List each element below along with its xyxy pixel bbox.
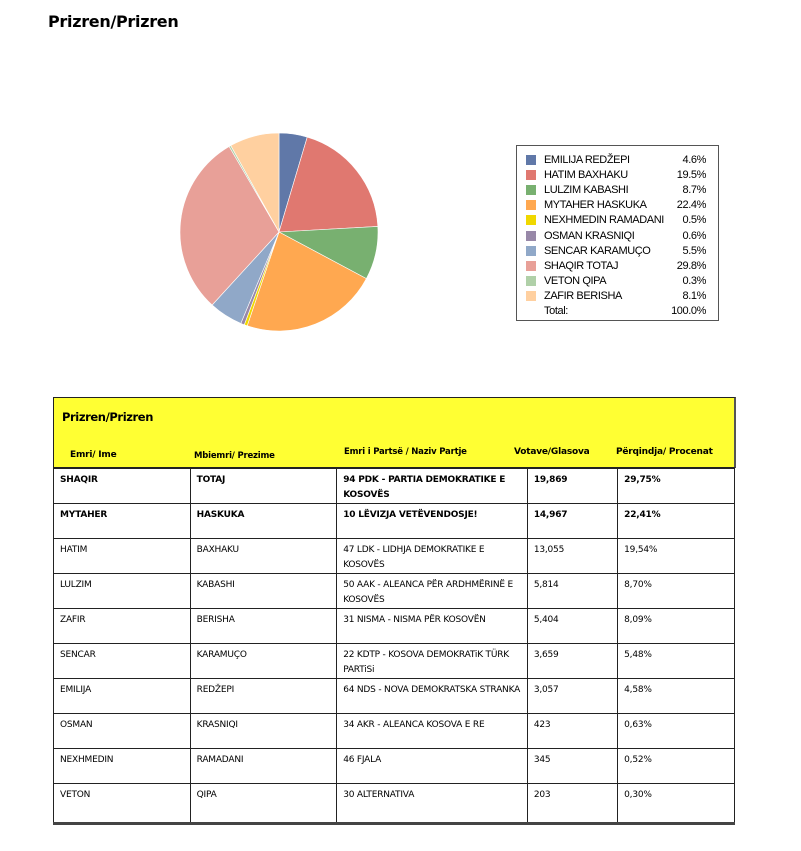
cell-party: 22 KDTP - KOSOVA DEMOKRATiK TÜRK PARTiSi	[337, 644, 528, 679]
legend-percent: 22.4%	[676, 199, 706, 212]
cell-first-name: HATIM	[54, 539, 191, 574]
page-title: Prizren/Prizren	[48, 12, 179, 31]
cell-first-name: NEXHMEDIN	[54, 749, 191, 784]
legend-label: MYTAHER HASKUKA	[544, 199, 647, 212]
cell-votes: 5,404	[527, 609, 617, 644]
legend-percent: 5.5%	[682, 244, 706, 257]
results-table	[53, 468, 735, 825]
cell-votes: 5,814	[527, 574, 617, 609]
legend-item	[526, 152, 718, 167]
cell-party: 47 LDK - LIDHJA DEMOKRATIKE E KOSOVËS	[337, 539, 528, 574]
table-row	[54, 574, 735, 609]
legend-label: ZAFIR BERISHA	[544, 290, 622, 303]
legend-swatch	[526, 200, 536, 210]
table-row	[54, 469, 735, 504]
table-row	[54, 609, 735, 644]
legend-percent: 19.5%	[676, 168, 706, 181]
table-row	[54, 644, 735, 679]
legend-label: HATIM BAXHAKU	[544, 168, 628, 181]
cell-percent: 19,54%	[618, 539, 735, 574]
table-row	[54, 714, 735, 749]
legend-percent: 0.3%	[682, 275, 706, 288]
cell-first-name: MYTAHER	[54, 504, 191, 539]
cell-percent: 0,52%	[618, 749, 735, 784]
cell-last-name: BERISHA	[190, 609, 337, 644]
legend-percent: 0.6%	[682, 229, 706, 242]
legend-percent: 4.6%	[682, 153, 706, 166]
cell-last-name: KARAMUÇO	[190, 644, 337, 679]
legend-total-label: Total:	[544, 305, 568, 318]
cell-first-name: VETON	[54, 784, 191, 824]
cell-first-name: LULZIM	[54, 574, 191, 609]
cell-votes: 14,967	[527, 504, 617, 539]
cell-percent: 8,70%	[618, 574, 735, 609]
column-header-votes: Votave/Glasova	[514, 447, 590, 457]
legend-label: SHAQIR TOTAJ	[544, 259, 619, 272]
legend-percent: 29.8%	[676, 259, 706, 272]
legend-swatch	[526, 231, 536, 241]
legend-swatch	[526, 170, 536, 180]
cell-percent: 8,09%	[618, 609, 735, 644]
cell-first-name: SHAQIR	[54, 469, 191, 504]
legend-swatch	[526, 246, 536, 256]
table-title: Prizren/Prizren	[62, 410, 153, 424]
legend-percent: 8.7%	[682, 183, 706, 196]
cell-party: 50 AAK - ALEANCA PËR ARDHMËRINË E KOSOVËS	[337, 574, 528, 609]
cell-first-name: SENCAR	[54, 644, 191, 679]
legend-swatch	[526, 185, 536, 195]
cell-party: 94 PDK - PARTIA DEMOKRATIKE E KOSOVËS	[337, 469, 528, 504]
cell-percent: 0,30%	[618, 784, 735, 824]
cell-percent: 0,63%	[618, 714, 735, 749]
cell-percent: 4,58%	[618, 679, 735, 714]
cell-party: 31 NISMA - NISMA PËR KOSOVËN	[337, 609, 528, 644]
legend-percent: 0.5%	[682, 214, 706, 227]
cell-votes: 203	[527, 784, 617, 824]
legend-item	[526, 274, 718, 289]
legend-label: VETON QIPA	[544, 275, 607, 288]
cell-votes: 3,659	[527, 644, 617, 679]
legend-swatch	[526, 155, 536, 165]
table-row	[54, 679, 735, 714]
legend-item	[526, 167, 718, 182]
column-header-last-name: Mbiemri/ Prezime	[194, 451, 275, 461]
table-row	[54, 539, 735, 574]
legend-total-percent: 100.0%	[671, 305, 706, 318]
cell-party: 34 AKR - ALEANCA KOSOVA E RE	[337, 714, 528, 749]
legend-label: OSMAN KRASNIQI	[544, 229, 635, 242]
cell-first-name: EMILIJA	[54, 679, 191, 714]
legend-item	[526, 198, 718, 213]
legend-swatch	[526, 215, 536, 225]
legend-item	[526, 258, 718, 273]
cell-last-name: HASKUKA	[190, 504, 337, 539]
cell-party: 46 FJALA	[337, 749, 528, 784]
cell-last-name: KRASNIQI	[190, 714, 337, 749]
legend-label: EMILIJA REDŽEPI	[544, 153, 630, 166]
column-header-first-name: Emri/ Ime	[70, 450, 117, 460]
cell-first-name: OSMAN	[54, 714, 191, 749]
legend-item	[526, 182, 718, 197]
table-header-band	[53, 397, 736, 468]
table-row	[54, 504, 735, 539]
cell-last-name: QIPA	[190, 784, 337, 824]
results-table-container	[53, 397, 736, 825]
legend-item	[526, 228, 718, 243]
legend-swatch	[526, 291, 536, 301]
cell-percent: 22,41%	[618, 504, 735, 539]
cell-last-name: RAMADANI	[190, 749, 337, 784]
chart-legend	[516, 145, 719, 321]
column-header-percent: Përqindja/ Procenat	[616, 447, 713, 457]
cell-votes: 19,869	[527, 469, 617, 504]
cell-votes: 423	[527, 714, 617, 749]
legend-percent: 8.1%	[682, 290, 706, 303]
cell-last-name: BAXHAKU	[190, 539, 337, 574]
cell-votes: 345	[527, 749, 617, 784]
legend-swatch	[526, 276, 536, 286]
legend-item	[526, 213, 718, 228]
cell-votes: 3,057	[527, 679, 617, 714]
column-header-party: Emri i Partsë / Naziv Partje	[344, 447, 467, 457]
legend-item	[526, 243, 718, 258]
cell-first-name: ZAFIR	[54, 609, 191, 644]
cell-party: 64 NDS - NOVA DEMOKRATSKA STRANKA	[337, 679, 528, 714]
cell-last-name: TOTAJ	[190, 469, 337, 504]
legend-swatch	[526, 261, 536, 271]
legend-total	[526, 304, 718, 319]
cell-party: 10 LËVIZJA VETËVENDOSJE!	[337, 504, 528, 539]
legend-label: NEXHMEDIN RAMADANI	[544, 214, 664, 227]
cell-percent: 5,48%	[618, 644, 735, 679]
cell-percent: 29,75%	[618, 469, 735, 504]
legend-label: SENCAR KARAMUÇO	[544, 244, 651, 257]
legend-label: LULZIM KABASHI	[544, 183, 629, 196]
legend-item	[526, 289, 718, 304]
table-row	[54, 749, 735, 784]
table-row	[54, 784, 735, 824]
cell-last-name: KABASHI	[190, 574, 337, 609]
legend-swatch-spacer	[526, 306, 536, 316]
cell-votes: 13,055	[527, 539, 617, 574]
cell-last-name: REDŽEPI	[190, 679, 337, 714]
cell-party: 30 ALTERNATIVA	[337, 784, 528, 824]
